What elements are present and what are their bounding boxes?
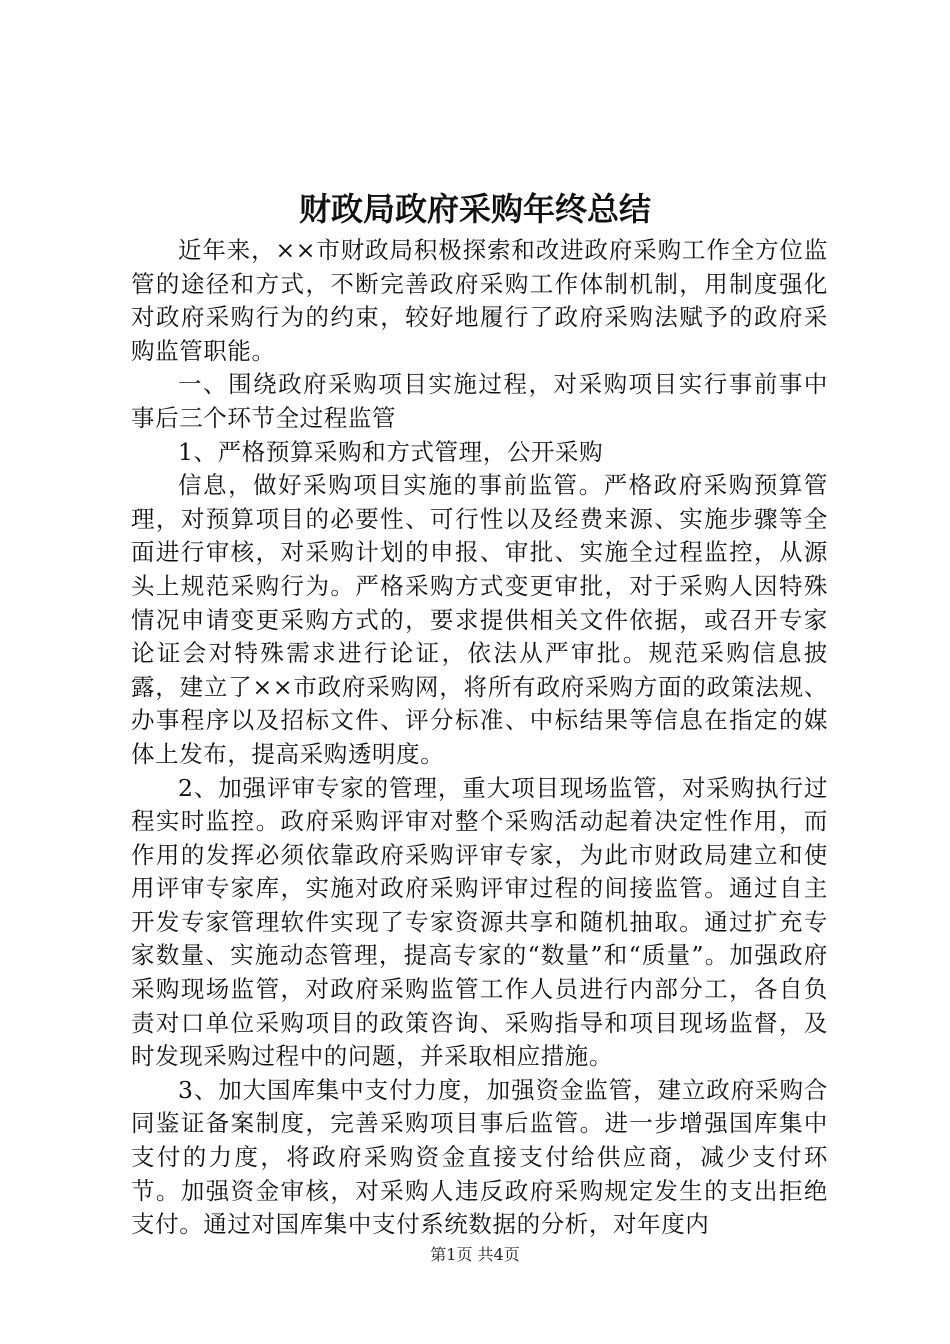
subsection-heading-1: 1、严格预算采购和方式管理，公开采购 bbox=[178, 437, 604, 466]
paragraph-expert-management: 2、加强评审专家的管理，重大项目现场监管，对采购执行过程实时监控。政府采购评审对整个采购活动起着决定性作用，而作用的发挥必须依靠政府采购评审专家，为此市财政局建立和使用评审专家库，实施对政府采购评审过程的间接监管。通过自主开发专家管理软件实现了专家资源共享和随机抽取。通过扩充专家数量、实施动态管理，提高专家的“数量”和“质量”。加强政府采购现场监管，对政府采购监管工作人员进行内部分工，各自负责对口单位采购项目的政策咨询、采购指导和项目现场监督，及时发现采购过程中的问题，并采取相应措施。 bbox=[131, 773, 828, 1071]
document-body bbox=[131, 234, 828, 1242]
paragraph-treasury-payment: 3、加大国库集中支付力度，加强资金监管，建立政府采购合同鉴证备案制度，完善采购项目事后监管。进一步增强国库集中支付的力度，将政府采购资金直接支付给供应商，减少支付环节。加强资金审核，对采购人违反政府采购规定发生的支出拒绝支付。通过对国库集中支付系统数据的分析，对年度内 bbox=[131, 1075, 828, 1239]
section-heading-1: 一、围绕政府采购项目实施过程，对采购项目实行事前事中事后三个环节全过程监管 bbox=[131, 370, 828, 432]
document-title: 财政局政府采购年终总结 bbox=[298, 190, 651, 228]
paragraph-budget-management: 信息，做好采购项目实施的事前监管。严格政府采购预算管理，对预算项目的必要性、可行性以及经费来源、实施步骤等全面进行审核，对采购计划的申报、审批、实施全过程监控，从源头上规范采购行为。严格采购方式变更审批，对于采购人因特殊情况申请变更采购方式的，要求提供相关文件依据，或召开专家论证会对特殊需求进行论证，依法从严审批。规范采购信息披露，建立了××市政府采购网，将所有政府采购方面的政策法规、办事程序以及招标文件、评分标准、中标结果等信息在指定的媒体上发布，提高采购透明度。 bbox=[131, 471, 828, 768]
paragraph-intro: 近年来，××市财政局积极探索和改进政府采购工作全方位监管的途径和方式，不断完善政府采购工作体制机制，用制度强化对政府采购行为的约束，较好地履行了政府采购法赋予的政府采购监管职能。 bbox=[131, 236, 828, 365]
page-footer: 第1页 共4页 bbox=[430, 1245, 520, 1264]
